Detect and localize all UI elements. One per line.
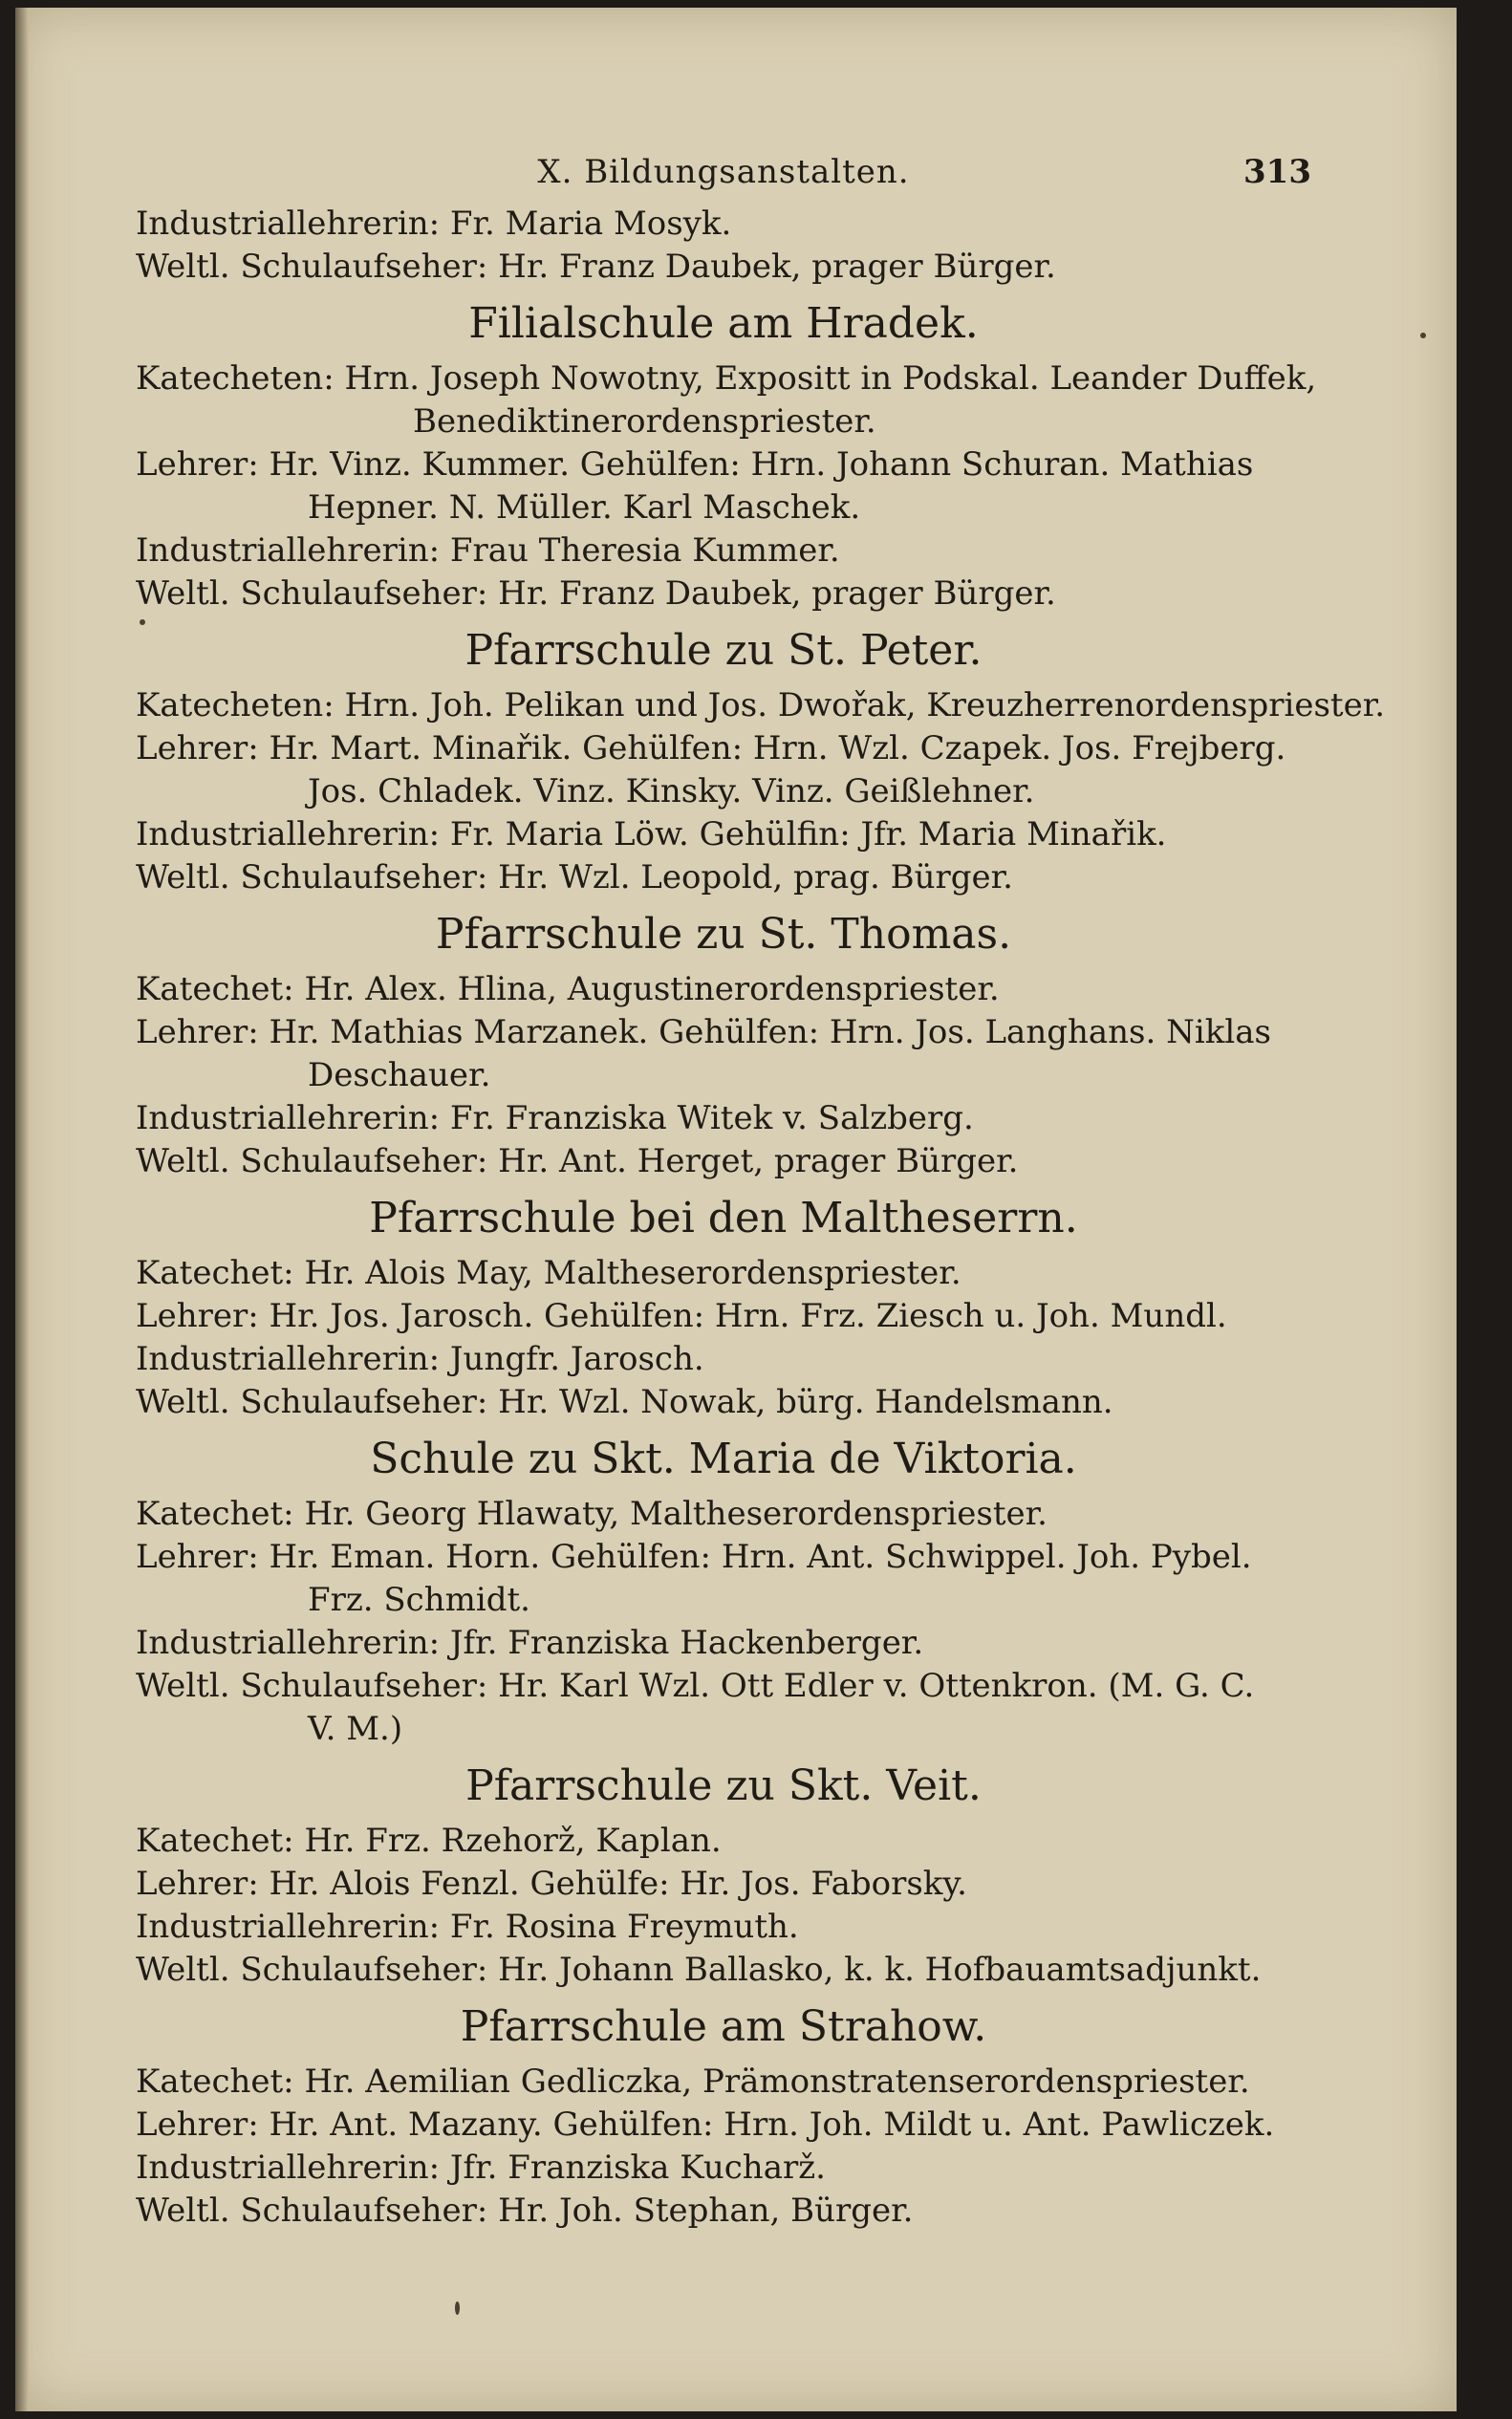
section-heading: Schule zu Skt. Maria de Viktoria. bbox=[370, 1435, 1077, 1483]
text-line: Katechet: Hr. Frz. Rzehorž, Kaplan. bbox=[136, 1822, 722, 1860]
section-heading: Pfarrschule zu St. Peter. bbox=[464, 626, 983, 675]
section-heading: Filialschule am Hradek. bbox=[468, 299, 979, 348]
text-line: Industriallehrerin: Jungfr. Jarosch. bbox=[136, 1340, 704, 1378]
text-line: Industriallehrerin: Fr. Franziska Witek v. Salzberg. bbox=[136, 1099, 974, 1137]
text-line: Industriallehrerin: Fr. Rosina Freymuth. bbox=[136, 1908, 799, 1946]
paper-speck bbox=[455, 2301, 460, 2315]
page-gutter bbox=[15, 8, 29, 2411]
text-line: Weltl. Schulaufseher: Hr. Franz Daubek, prager Bürger. bbox=[136, 248, 1056, 286]
text-line: Lehrer: Hr. Jos. Jarosch. Gehülfen: Hrn. Frz. Ziesch u. Joh. Mundl. bbox=[136, 1297, 1227, 1335]
text-line: Weltl. Schulaufseher: Hr. Franz Daubek, prager Bürger. bbox=[136, 574, 1056, 613]
text-line: Katechet: Hr. Georg Hlawaty, Maltheserordenspriester. bbox=[136, 1495, 1048, 1533]
text-line: Katechet: Hr. Aemilian Gedliczka, Prämonstratenserordenspriester. bbox=[136, 2063, 1250, 2101]
text-line: Weltl. Schulaufseher: Hr. Johann Ballasko, k. k. Hofbauamtsadjunkt. bbox=[136, 1951, 1262, 1989]
text-line: Lehrer: Hr. Mathias Marzanek. Gehülfen: Hrn. Jos. Langhans. Niklas bbox=[136, 1013, 1271, 1051]
section-heading: Pfarrschule am Strahow. bbox=[460, 2002, 987, 2051]
text-line: Lehrer: Hr. Mart. Minařik. Gehülfen: Hrn. Wzl. Czapek. Jos. Frejberg. bbox=[136, 729, 1286, 767]
text-line: Industriallehrerin: Jfr. Franziska Hackenberger. bbox=[136, 1624, 924, 1662]
section-heading: Pfarrschule zu St. Thomas. bbox=[435, 910, 1012, 959]
text-line: Weltl. Schulaufseher: Hr. Ant. Herget, prager Bürger. bbox=[136, 1142, 1019, 1180]
page-number: 313 bbox=[1243, 153, 1311, 191]
text-line: Lehrer: Hr. Eman. Horn. Gehülfen: Hrn. Ant. Schwippel. Joh. Pybel. bbox=[136, 1538, 1252, 1576]
page-text bbox=[136, 149, 1386, 2233]
running-title: X. Bildungsanstalten. bbox=[537, 153, 910, 191]
text-line: Weltl. Schulaufseher: Hr. Wzl. Leopold, prag. Bürger. bbox=[136, 858, 1013, 896]
text-line: Weltl. Schulaufseher: Hr. Joh. Stephan, Bürger. bbox=[136, 2192, 914, 2230]
text-line: Weltl. Schulaufseher: Hr. Wzl. Nowak, bürg. Handelsmann. bbox=[136, 1383, 1113, 1421]
text-line: Industriallehrerin: Frau Theresia Kummer. bbox=[136, 531, 840, 570]
text-line: Lehrer: Hr. Alois Fenzl. Gehülfe: Hr. Jos. Faborsky. bbox=[136, 1865, 967, 1903]
text-line: Weltl. Schulaufseher: Hr. Karl Wzl. Ott Edler v. Ottenkron. (M. G. C. bbox=[136, 1667, 1255, 1705]
text-line: Katechet: Hr. Alois May, Maltheserordenspriester. bbox=[136, 1254, 961, 1292]
text-line: Jos. Chladek. Vinz. Kinsky. Vinz. Geißlehner. bbox=[308, 772, 1035, 810]
text-line: Industriallehrerin: Jfr. Franziska Kucharž. bbox=[136, 2149, 826, 2187]
text-line: Industriallehrerin: Fr. Maria Mosyk. bbox=[136, 205, 732, 243]
text-line: Lehrer: Hr. Ant. Mazany. Gehülfen: Hrn. Joh. Mildt u. Ant. Pawliczek. bbox=[136, 2106, 1275, 2144]
running-head bbox=[136, 149, 1311, 203]
text-line: Lehrer: Hr. Vinz. Kummer. Gehülfen: Hrn. Johann Schuran. Mathias bbox=[136, 445, 1254, 484]
text-line: Frz. Schmidt. bbox=[308, 1581, 530, 1619]
text-line: Hepner. N. Müller. Karl Maschek. bbox=[308, 488, 861, 527]
text-line: Deschauer. bbox=[308, 1056, 491, 1094]
paper-speck bbox=[140, 619, 145, 625]
paper-speck bbox=[1420, 333, 1426, 338]
text-line: Katecheten: Hrn. Joh. Pelikan und Jos. Dwořak, Kreuzherrenordenspriester. bbox=[136, 686, 1386, 724]
text-line: V. M.) bbox=[308, 1710, 403, 1748]
text-line: Katecheten: Hrn. Joseph Nowotny, Expositt in Podskal. Leander Duffek, bbox=[136, 359, 1317, 398]
book-page bbox=[15, 8, 1457, 2411]
text-line: Katechet: Hr. Alex. Hlina, Augustinerordenspriester. bbox=[136, 970, 1000, 1008]
section-heading: Pfarrschule bei den Maltheserrn. bbox=[369, 1194, 1078, 1242]
text-line: Benediktinerordenspriester. bbox=[413, 402, 876, 441]
section-heading: Pfarrschule zu Skt. Veit. bbox=[465, 1761, 982, 1810]
text-line: Industriallehrerin: Fr. Maria Löw. Gehülfin: Jfr. Maria Minařik. bbox=[136, 815, 1167, 853]
